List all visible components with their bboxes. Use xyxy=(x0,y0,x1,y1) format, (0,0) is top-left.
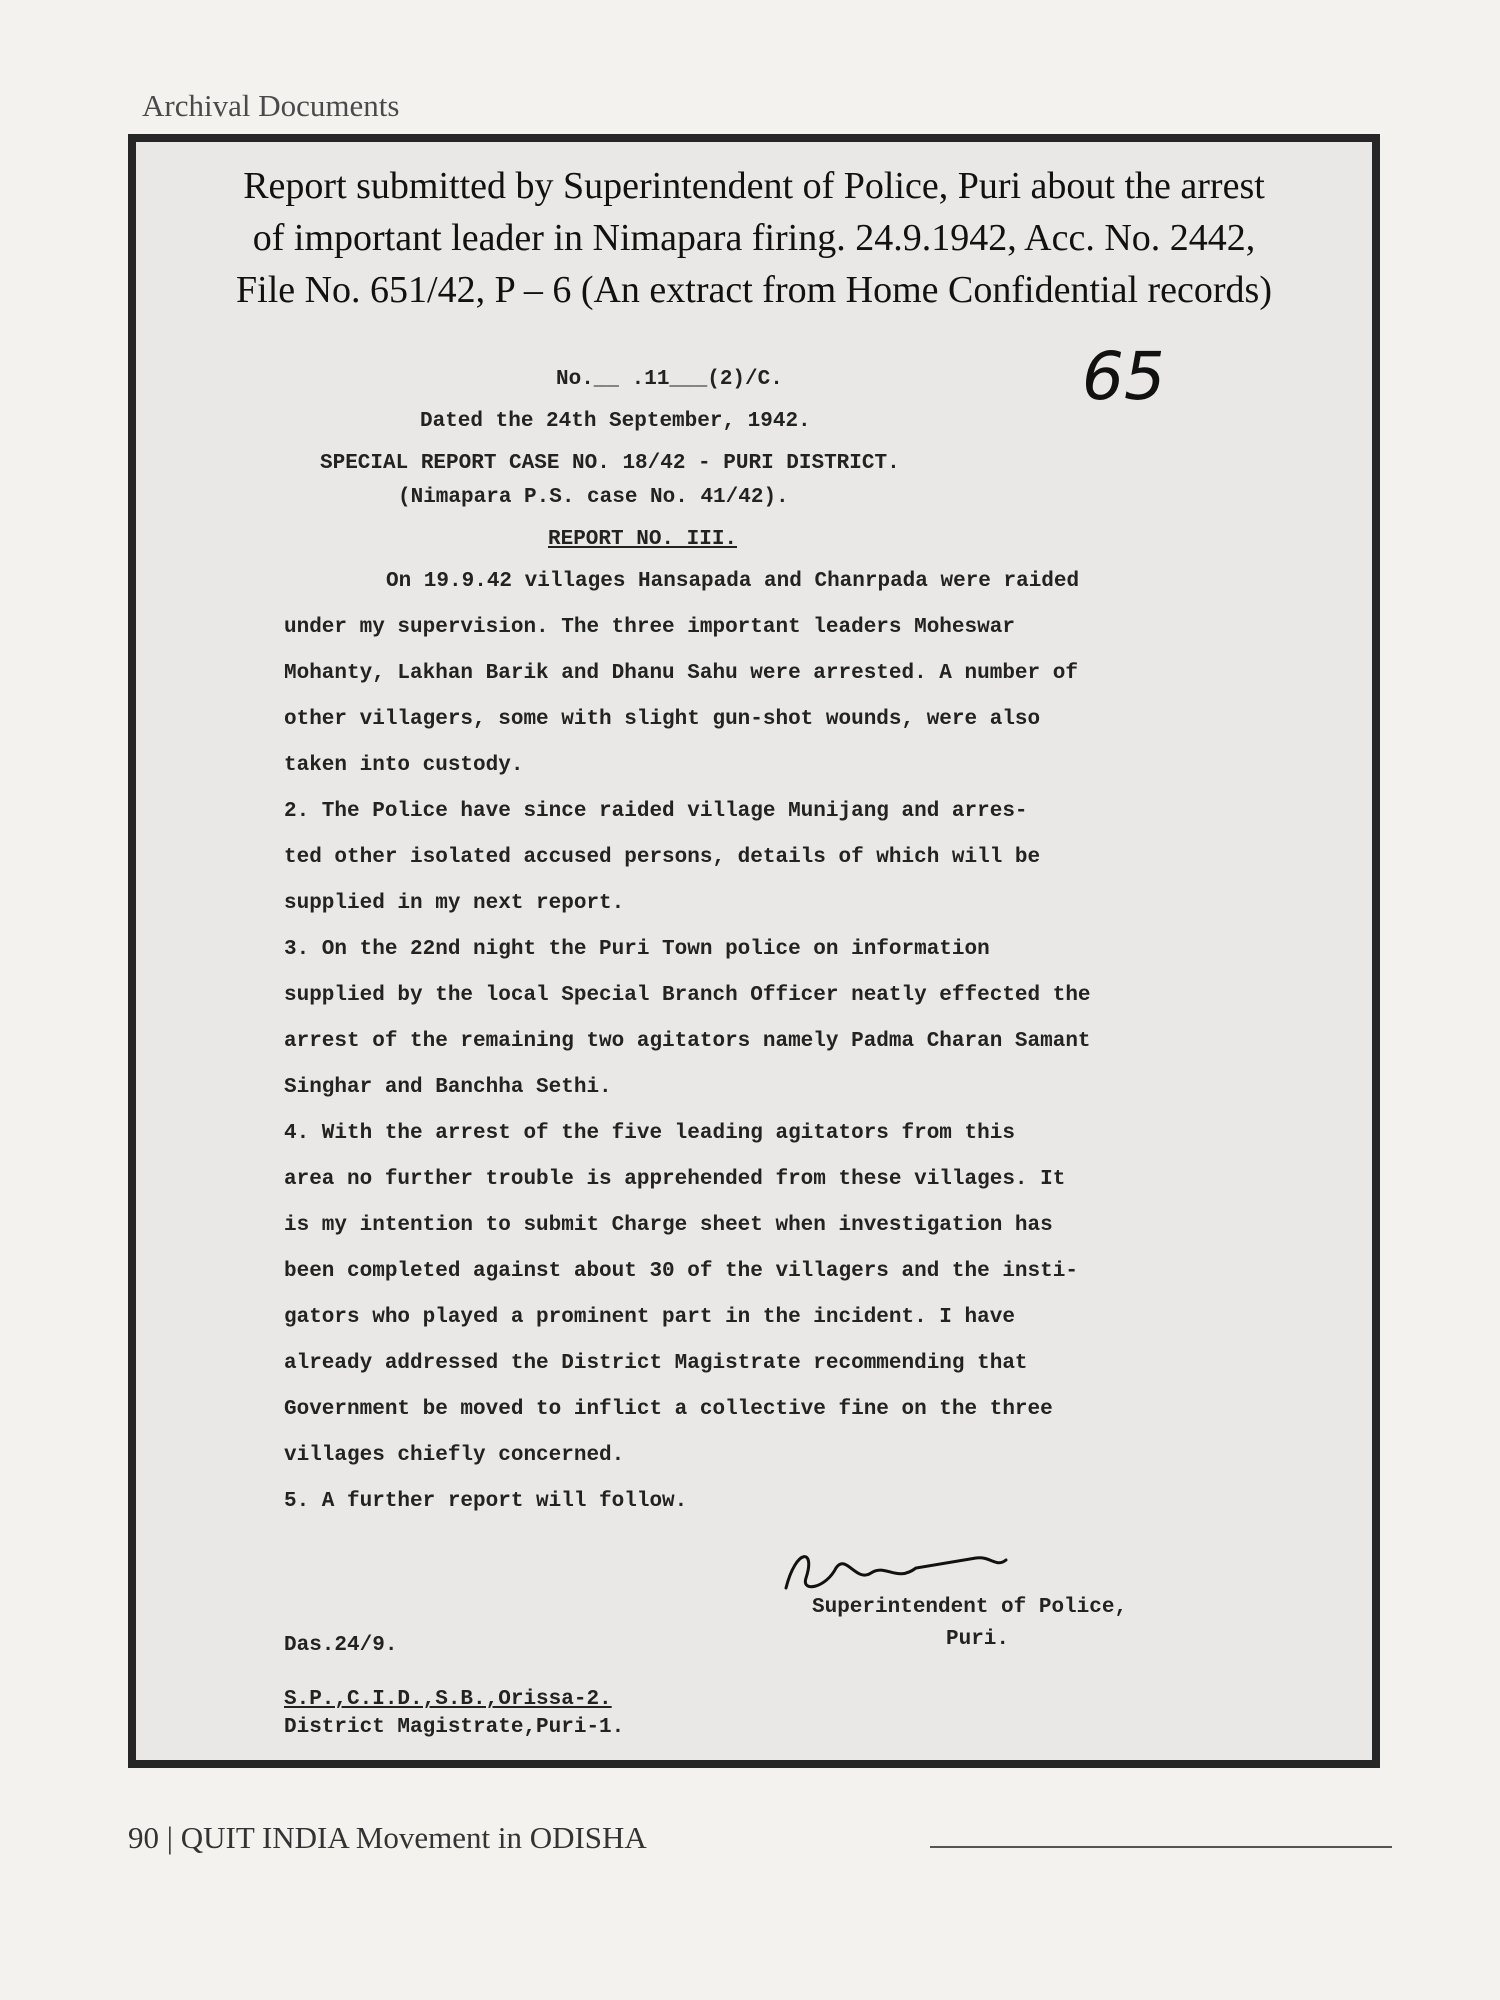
body-line: under my supervision. The three important leaders Moheswar xyxy=(284,616,1015,639)
body-line: Mohanty, Lakhan Barik and Dhanu Sahu were arrested. A number of xyxy=(284,662,1078,685)
initials-date: Das.24/9. xyxy=(284,1634,398,1657)
body-line: arrest of the remaining two agitators namely Padma Charan Samant xyxy=(284,1030,1091,1053)
body-line: already addressed the District Magistrate recommending that xyxy=(284,1352,1028,1375)
body-line: taken into custody. xyxy=(284,754,524,777)
document-frame xyxy=(128,134,1380,1768)
title-line: of important leader in Nimapara firing. 24.9.1942, Acc. No. 2442, xyxy=(252,217,1256,259)
publication-title: QUIT INDIA Movement in ODISHA xyxy=(180,1820,647,1855)
footer-separator: | xyxy=(166,1820,181,1855)
body-line: Singhar and Banchha Sethi. xyxy=(284,1076,612,1099)
body-line: On 19.9.42 villages Hansapada and Chanrpada were raided xyxy=(386,570,1080,593)
body-line: ted other isolated accused persons, details of which will be xyxy=(284,846,1041,869)
body-line: is my intention to submit Charge sheet when investigation has xyxy=(284,1214,1053,1237)
body-line: 3. On the 22nd night the Puri Town police on information xyxy=(284,938,990,961)
copy-line: S.P.,C.I.D.,S.B.,Orissa-2. xyxy=(284,1688,612,1711)
body-line: been completed against about 30 of the villagers and the insti- xyxy=(284,1260,1078,1283)
body-line: Government be moved to inflict a collective fine on the three xyxy=(284,1398,1053,1421)
body-line: other villagers, some with slight gun-shot wounds, were also xyxy=(284,708,1041,731)
title-line: File No. 651/42, P – 6 (An extract from Home Confidential records) xyxy=(236,269,1272,311)
signature-title: Superintendent of Police, xyxy=(812,1596,1128,1619)
footer-rule xyxy=(930,1846,1392,1848)
body-line: supplied in my next report. xyxy=(284,892,625,915)
case-line: SPECIAL REPORT CASE NO. 18/42 - PURI DISTRICT. xyxy=(320,452,900,475)
body-line: 2. The Police have since raided village Munijang and arres- xyxy=(284,800,1028,823)
copy-line: District Magistrate,Puri-1. xyxy=(284,1716,625,1739)
letter-number: No.__ .11___(2)/C. xyxy=(556,368,783,391)
letter-date: Dated the 24th September, 1942. xyxy=(420,410,811,433)
body-line: 4. With the arrest of the five leading agitators from this xyxy=(284,1122,1015,1145)
body-line: villages chiefly concerned. xyxy=(284,1444,625,1467)
body-line: 5. A further report will follow. xyxy=(284,1490,688,1513)
report-title: REPORT NO. III. xyxy=(548,528,738,551)
signature-place: Puri. xyxy=(946,1628,1010,1651)
ps-line: (Nimapara P.S. case No. 41/42). xyxy=(398,486,789,509)
body-line: gators who played a prominent part in the incident. I have xyxy=(284,1306,1015,1329)
body-line: area no further trouble is apprehended from these villages. It xyxy=(284,1168,1066,1191)
page-footer xyxy=(128,1820,647,1856)
body-line: supplied by the local Special Branch Officer neatly effected the xyxy=(284,984,1091,1007)
page-number: 90 xyxy=(128,1820,159,1855)
title-line: Report submitted by Superintendent of Police, Puri about the arrest xyxy=(243,165,1265,207)
handwritten-number: 65 xyxy=(1075,338,1173,415)
section-label: Archival Documents xyxy=(142,88,400,123)
document-title xyxy=(136,160,1372,316)
